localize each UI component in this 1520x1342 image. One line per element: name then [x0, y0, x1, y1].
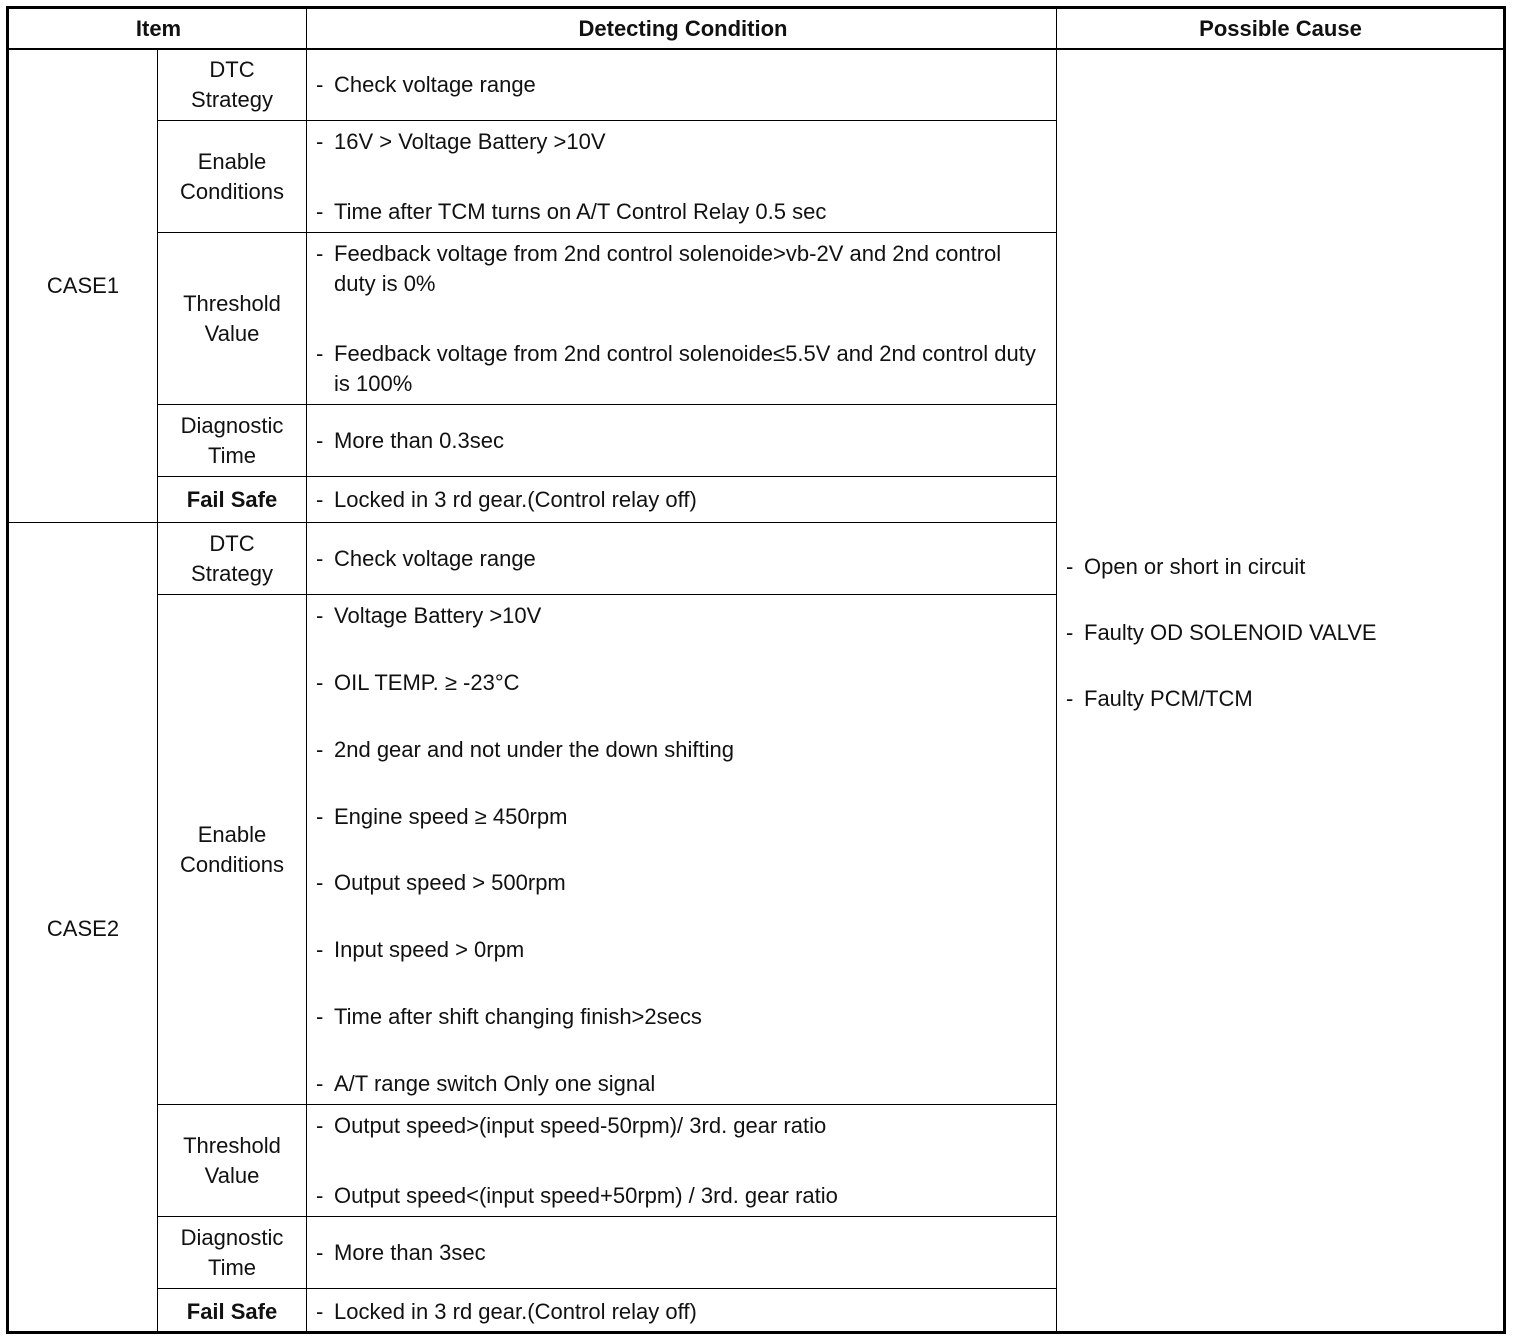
- condition-item: - Time after shift changing finish>2secs: [316, 1004, 702, 1030]
- header-detecting-condition: Detecting Condition: [578, 16, 788, 41]
- condition-item: - Output speed > 500rpm: [316, 870, 566, 896]
- possible-cause-cell: [1058, 49, 1503, 1216]
- row-label-fail-safe: Fail Safe: [186, 1298, 278, 1324]
- condition-item: - Time after TCM turns on A/T Control Relay 0.5 sec: [316, 199, 827, 224]
- condition-item: - Check voltage range: [316, 72, 536, 97]
- row-label-enable-conditions: Enable Conditions: [180, 149, 284, 204]
- condition-item: - Voltage Battery >10V: [316, 603, 542, 628]
- condition-cell: [308, 1289, 1056, 1334]
- condition-item: - 2nd gear and not under the down shifting: [316, 736, 734, 762]
- row-label-dtc-strategy: DTC Strategy: [191, 531, 273, 586]
- row-label-dtc-strategy: DTC Strategy: [191, 57, 273, 112]
- condition-item: - Output speed>(input speed-50rpm)/ 3rd. gear ratio: [316, 1113, 827, 1138]
- row-label-threshold-value: Threshold Value: [183, 291, 281, 346]
- condition-item: - More than 3sec: [316, 1240, 486, 1265]
- condition-item: - 16V > Voltage Battery >10V: [316, 129, 606, 154]
- condition-cell: [308, 477, 1056, 523]
- condition-item: - Locked in 3 rd gear.(Control relay off): [316, 1298, 697, 1324]
- condition-item: - OIL TEMP. ≥ -23°C: [316, 669, 520, 695]
- condition-item: - Locked in 3 rd gear.(Control relay off): [316, 487, 697, 512]
- cause-item: - Faulty OD SOLENOID VALVE: [1066, 619, 1377, 645]
- row-label-enable-conditions: Enable Conditions: [180, 822, 284, 877]
- case-label: CASE2: [46, 915, 120, 941]
- condition-cell: [308, 1217, 1056, 1289]
- condition-item: - A/T range switch Only one signal: [316, 1070, 656, 1096]
- condition-item: - Output speed<(input speed+50rpm) / 3rd. gear ratio: [316, 1183, 838, 1208]
- diagnostic-table: [6, 6, 1506, 1334]
- condition-item: - Feedback voltage from 2nd control solenoide>vb-2V and 2nd control duty is 0%: [316, 241, 1002, 296]
- condition-item: - Feedback voltage from 2nd control solenoide≤5.5V and 2nd control duty is 100%: [316, 341, 1036, 396]
- case-label: CASE1: [46, 273, 120, 298]
- condition-item: - Engine speed ≥ 450rpm: [316, 803, 568, 829]
- condition-cell: [308, 1105, 1056, 1217]
- row-label-fail-safe: Fail Safe: [186, 487, 278, 512]
- condition-cell: [308, 49, 1056, 121]
- cause-item: - Faulty PCM/TCM: [1066, 685, 1253, 711]
- row-label-diagnostic-time: Diagnostic Time: [180, 413, 284, 468]
- condition-item: - More than 0.3sec: [316, 428, 504, 453]
- condition-item: - Check voltage range: [316, 546, 536, 571]
- header-item: Item: [135, 16, 182, 41]
- condition-cell: [308, 405, 1056, 477]
- cause-item: - Open or short in circuit: [1066, 553, 1306, 579]
- row-label-threshold-value: Threshold Value: [183, 1133, 281, 1188]
- condition-item: - Input speed > 0rpm: [316, 937, 525, 963]
- condition-cell: [308, 121, 1056, 233]
- row-label-diagnostic-time: Diagnostic Time: [180, 1225, 284, 1280]
- condition-cell: [308, 595, 1056, 1105]
- condition-cell: [308, 523, 1056, 595]
- header-possible-cause: Possible Cause: [1199, 16, 1362, 41]
- condition-cell: [308, 233, 1056, 405]
